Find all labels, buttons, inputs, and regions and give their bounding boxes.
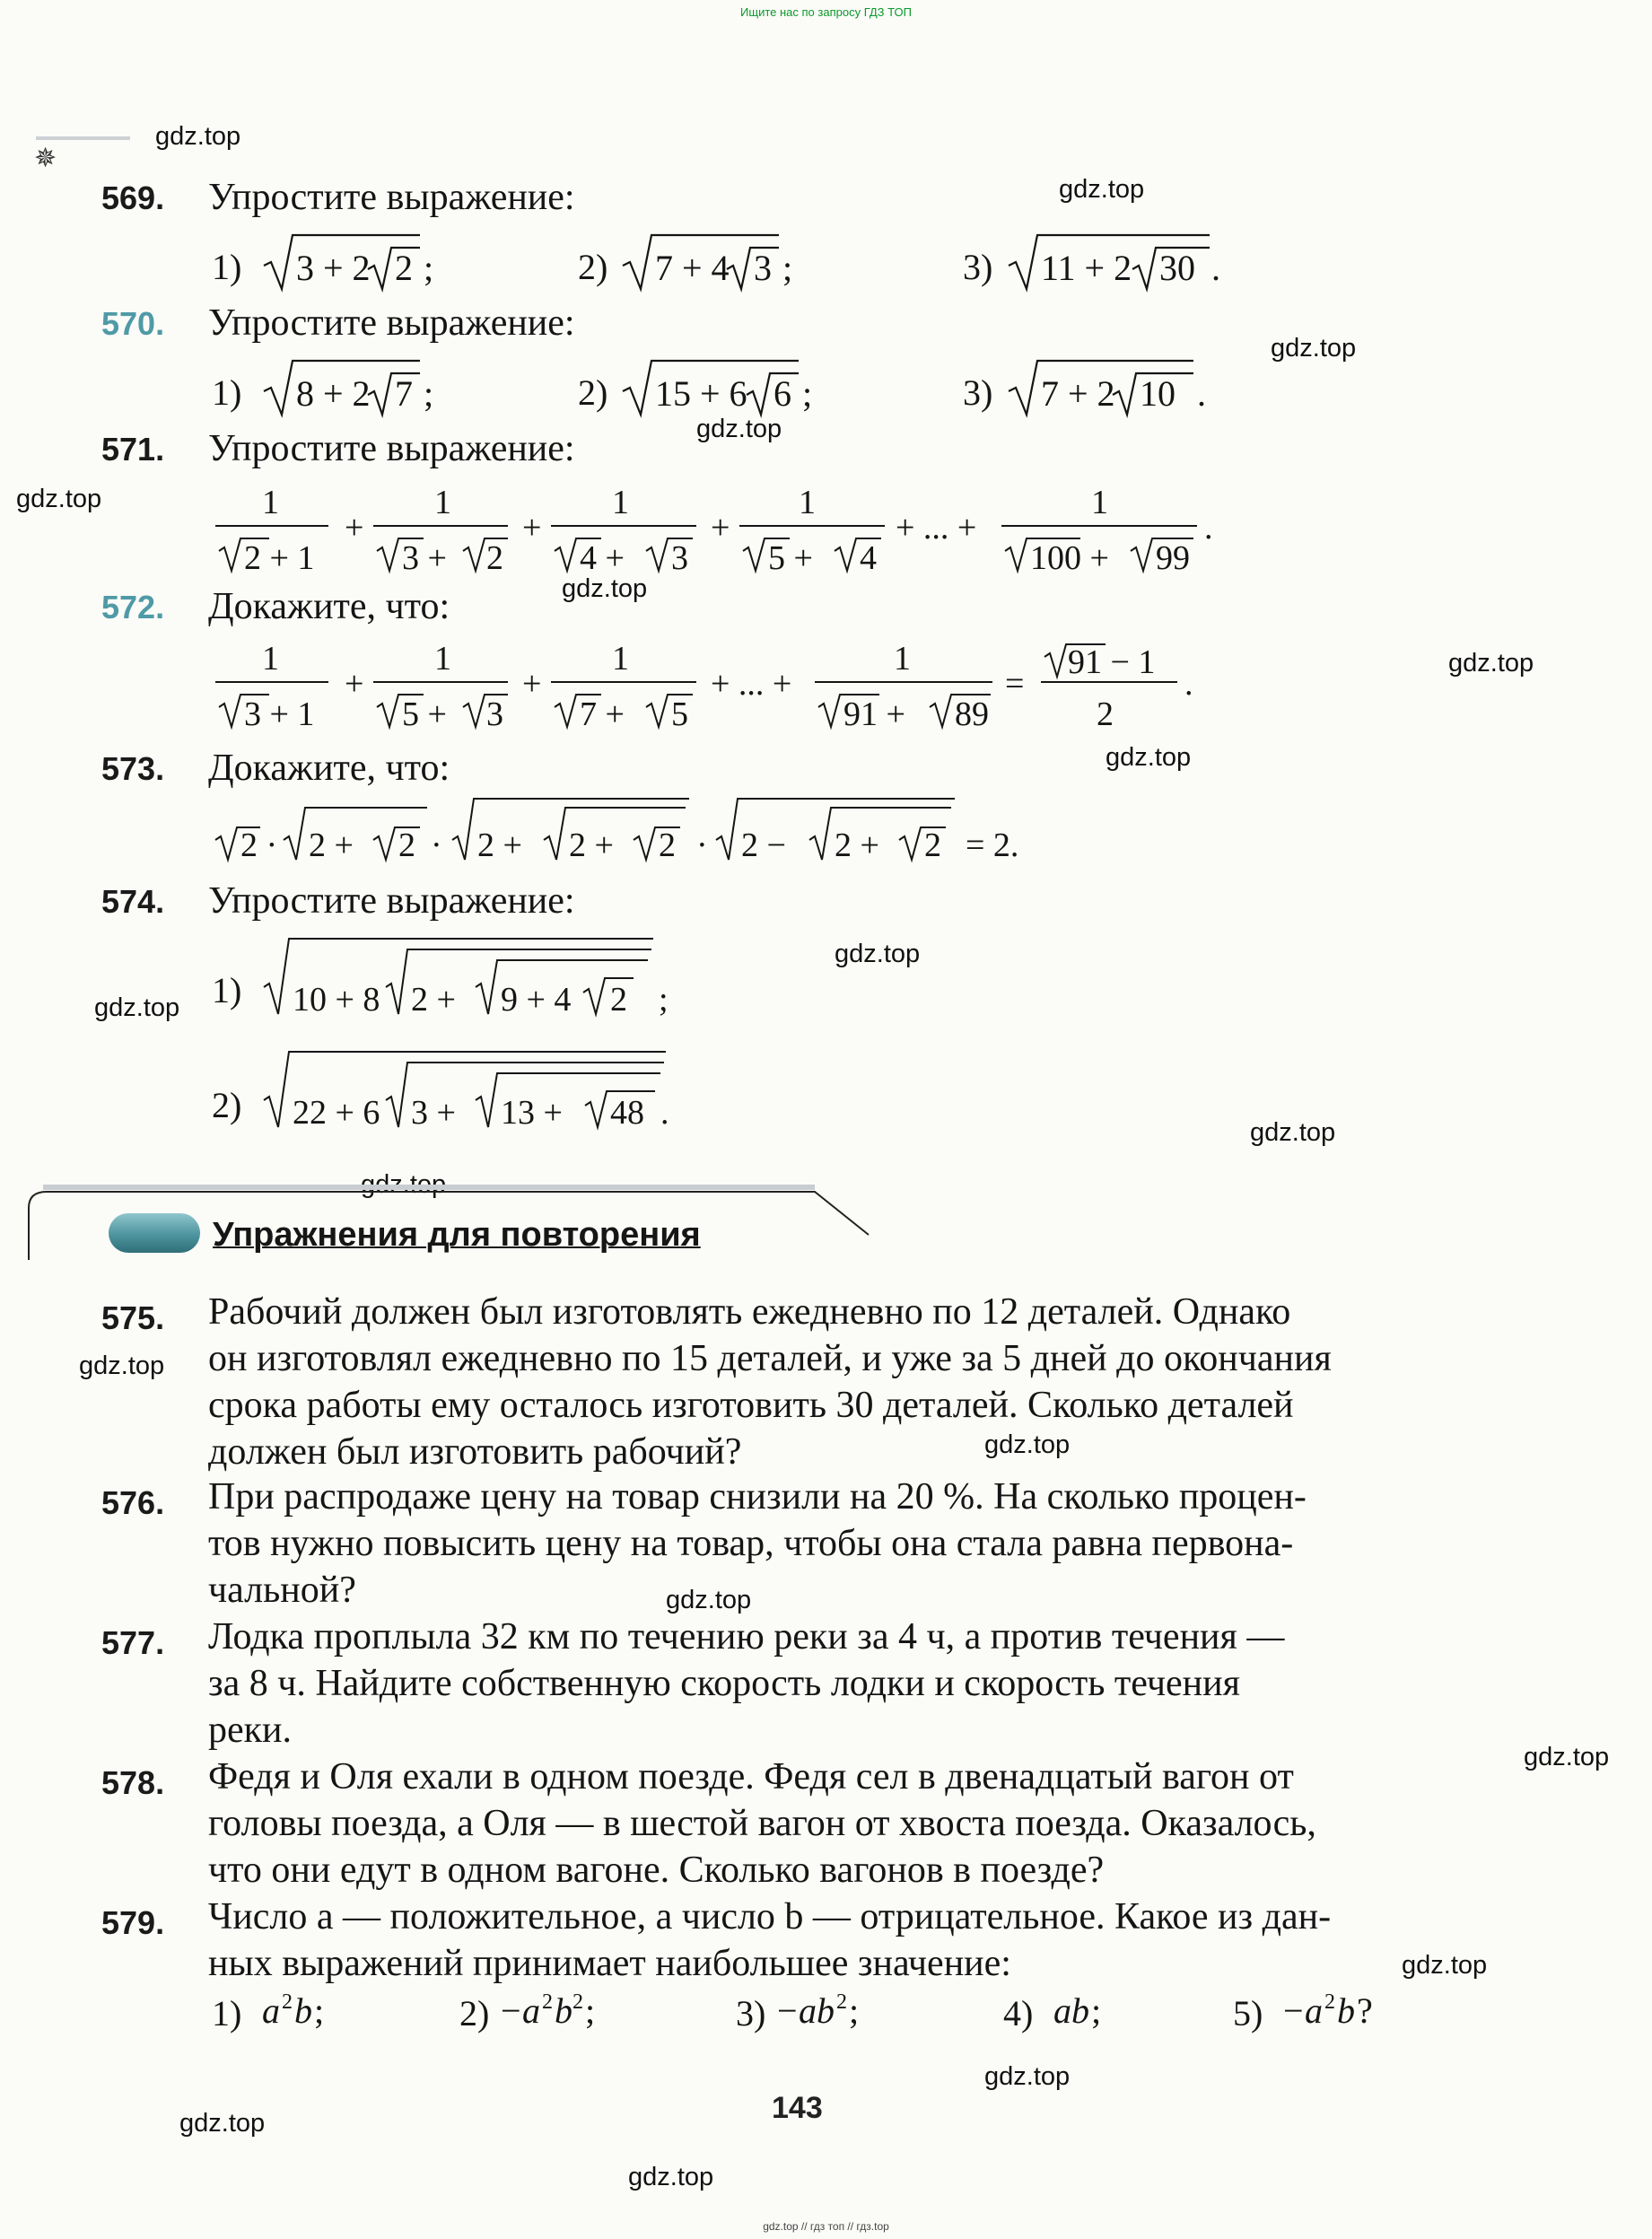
item-label: 1) bbox=[212, 970, 242, 1010]
problem-prompt: Докажите, что: bbox=[208, 586, 450, 627]
svg-text:;: ; bbox=[585, 1990, 596, 2031]
exercise-line: чальной? bbox=[208, 1570, 356, 1611]
svg-text:.: . bbox=[660, 1094, 669, 1132]
svg-text:2: 2 bbox=[282, 1990, 293, 2014]
svg-text:5: 5 bbox=[671, 695, 688, 733]
svg-text:10 + 8: 10 + 8 bbox=[293, 981, 380, 1019]
svg-text:3 +: 3 + bbox=[411, 1094, 456, 1132]
exercise-line: что они едут в одном вагоне. Сколько вагонов в поезде? bbox=[208, 1850, 1105, 1891]
svg-text:2: 2 bbox=[659, 827, 676, 864]
svg-text:ab: ab bbox=[799, 1990, 835, 2031]
exercise-line: должен был изготовить рабочий? bbox=[208, 1431, 742, 1473]
svg-text:3 +: 3 + bbox=[402, 539, 447, 577]
watermark: gdz.top bbox=[984, 1430, 1071, 1459]
svg-text:;: ; bbox=[659, 981, 669, 1019]
exercise-line: реки. bbox=[208, 1710, 293, 1751]
svg-text:2: 2 bbox=[542, 1990, 553, 2014]
exercise-578 bbox=[208, 1754, 1509, 1894]
svg-text:11 + 2: 11 + 2 bbox=[1041, 248, 1132, 288]
option-label: 4) bbox=[1003, 1993, 1034, 2033]
problem-number: 570. bbox=[101, 305, 165, 342]
svg-text:3: 3 bbox=[754, 248, 772, 288]
svg-text:2: 2 bbox=[395, 248, 413, 288]
exercise-line: Рабочий должен был изготовлять ежедневно по 12 деталей. Однако bbox=[208, 1291, 1291, 1333]
exercise-line: за 8 ч. Найдите собственную скорость лодки и скорость течения bbox=[208, 1663, 1240, 1704]
exercise-line: Число a — положительное, а число b — отрицательное. Какое из дан- bbox=[208, 1896, 1332, 1937]
svg-text:·: · bbox=[431, 827, 442, 864]
svg-text:2 +: 2 + bbox=[411, 981, 456, 1019]
page-number: 143 bbox=[772, 2091, 823, 2125]
watermark: gdz.top bbox=[1271, 334, 1357, 363]
svg-text:1: 1 bbox=[262, 484, 279, 521]
item-label: 3) bbox=[963, 247, 993, 287]
svg-text:8 + 2: 8 + 2 bbox=[296, 373, 371, 414]
svg-text:3 + 1: 3 + 1 bbox=[244, 695, 315, 733]
svg-text:+: + bbox=[522, 509, 542, 547]
svg-text:b: b bbox=[1337, 1990, 1355, 2031]
exercise-576 bbox=[208, 1474, 1509, 1614]
svg-text:.: . bbox=[1204, 509, 1213, 547]
svg-text:2: 2 bbox=[573, 1990, 583, 2014]
svg-text:1: 1 bbox=[1091, 484, 1108, 521]
svg-text:a: a bbox=[262, 1990, 280, 2031]
svg-text:2: 2 bbox=[610, 981, 627, 1019]
header-rule bbox=[36, 136, 130, 140]
section-title: Упражнения для повторения bbox=[213, 1216, 701, 1254]
svg-text:a: a bbox=[522, 1990, 540, 2031]
svg-text:99: 99 bbox=[1156, 539, 1190, 577]
svg-text:2 +: 2 + bbox=[309, 827, 354, 864]
formula-574-1 bbox=[260, 933, 691, 1023]
problem-prompt: Упростите выражение: bbox=[208, 428, 575, 469]
svg-text:22 + 6: 22 + 6 bbox=[293, 1094, 380, 1132]
exercise-line: При распродаже цену на товар снизили на 20 %. На сколько процен- bbox=[208, 1476, 1307, 1517]
watermark: gdz.top bbox=[1106, 743, 1192, 772]
svg-text:3: 3 bbox=[671, 539, 688, 577]
exercise-line: Федя и Оля ехали в одном поезде. Федя сел в двенадцатый вагон от bbox=[208, 1756, 1294, 1797]
exercise-line: ных выражений принимает наибольшее значение: bbox=[208, 1943, 1011, 1984]
exercise-line: тов нужно повысить цену на товар, чтобы она стала равна первона- bbox=[208, 1523, 1294, 1564]
footer-links: gdz.top // гдз топ // гдз.top bbox=[763, 2220, 889, 2233]
exercise-number: 579. bbox=[101, 1904, 165, 1941]
svg-text:7: 7 bbox=[395, 373, 413, 414]
formula-574-2 bbox=[260, 1046, 691, 1136]
svg-text:2: 2 bbox=[1324, 1990, 1335, 2014]
svg-text:4: 4 bbox=[860, 539, 877, 577]
problem-number: 573. bbox=[101, 750, 165, 787]
svg-text:b: b bbox=[294, 1990, 312, 2031]
star-icon: ✵ bbox=[34, 144, 57, 173]
svg-text:;: ; bbox=[424, 373, 434, 414]
exercise-579 bbox=[208, 1894, 1509, 1987]
svg-text:ab: ab bbox=[1053, 1990, 1089, 2031]
watermark: gdz.top bbox=[94, 993, 180, 1022]
exercise-number: 575. bbox=[101, 1299, 165, 1336]
svg-text:91 − 1: 91 − 1 bbox=[1068, 643, 1156, 681]
svg-text:;: ; bbox=[849, 1990, 860, 2031]
watermark: gdz.top bbox=[1059, 175, 1145, 204]
svg-text:2 ·: 2 · bbox=[240, 827, 278, 864]
svg-text:7 + 4: 7 + 4 bbox=[655, 248, 730, 288]
svg-text:2: 2 bbox=[486, 539, 503, 577]
svg-text:+: + bbox=[345, 509, 364, 547]
svg-text:3: 3 bbox=[486, 695, 503, 733]
svg-text:;: ; bbox=[782, 248, 793, 288]
exercise-line: срока работы ему осталось изготовить 30 деталей. Сколько деталей bbox=[208, 1385, 1294, 1426]
svg-text:2: 2 bbox=[836, 1990, 847, 2014]
svg-text:−: − bbox=[777, 1990, 798, 2031]
svg-text:.: . bbox=[1184, 665, 1193, 703]
svg-text:;: ; bbox=[424, 248, 434, 288]
svg-text:2 +: 2 + bbox=[477, 827, 522, 864]
svg-text:100 +: 100 + bbox=[1030, 539, 1109, 577]
exercise-575 bbox=[208, 1289, 1509, 1475]
svg-text:−: − bbox=[1283, 1990, 1304, 2031]
svg-text:5 +: 5 + bbox=[402, 695, 447, 733]
exercise-line: головы поезда, а Оля — в шестой вагон от хвоста поезда. Оказалось, bbox=[208, 1803, 1316, 1844]
svg-text:.: . bbox=[1211, 248, 1220, 288]
item-label: 1) bbox=[212, 247, 242, 287]
option-label: 2) bbox=[459, 1993, 490, 2033]
svg-text:1: 1 bbox=[262, 640, 279, 678]
formula-571 bbox=[212, 476, 1244, 583]
option-label: 3) bbox=[736, 1993, 766, 2033]
watermark: gdz.top bbox=[1524, 1743, 1610, 1771]
watermark: gdz.top bbox=[666, 1586, 752, 1614]
svg-text:7 +: 7 + bbox=[580, 695, 625, 733]
svg-text:2 +: 2 + bbox=[569, 827, 614, 864]
watermark: gdz.top bbox=[696, 415, 782, 443]
section-marker-icon bbox=[109, 1213, 200, 1253]
problem-prompt: Упростите выражение: bbox=[208, 880, 575, 922]
svg-text:−: − bbox=[501, 1990, 521, 2031]
exercise-number: 577. bbox=[101, 1624, 165, 1661]
item-label: 2) bbox=[578, 372, 608, 413]
problem-number: 572. bbox=[101, 589, 165, 625]
svg-text:1: 1 bbox=[799, 484, 816, 521]
svg-text:2: 2 bbox=[398, 827, 415, 864]
formula-572 bbox=[212, 632, 1217, 739]
item-label: 3) bbox=[963, 372, 993, 413]
svg-text:+ ... +: + ... + bbox=[896, 509, 977, 547]
svg-text:b: b bbox=[555, 1990, 573, 2031]
formula-573 bbox=[212, 793, 1064, 874]
item-label: 2) bbox=[578, 247, 608, 287]
svg-text:;: ; bbox=[802, 373, 813, 414]
svg-text:9 + 4: 9 + 4 bbox=[501, 981, 572, 1019]
watermark: gdz.top bbox=[1250, 1118, 1336, 1147]
watermark: gdz.top bbox=[562, 574, 648, 603]
exercise-577 bbox=[208, 1614, 1509, 1754]
svg-text:15 + 6: 15 + 6 bbox=[655, 373, 747, 414]
svg-text:48: 48 bbox=[610, 1094, 644, 1132]
svg-text:+: + bbox=[522, 665, 542, 703]
watermark: gdz.top bbox=[1448, 649, 1534, 678]
watermark: gdz.top bbox=[984, 2062, 1071, 2091]
svg-text:6: 6 bbox=[774, 373, 791, 414]
problem-prompt: Упростите выражение: bbox=[208, 177, 575, 218]
svg-text:91 +: 91 + bbox=[843, 695, 905, 733]
exercise-number: 576. bbox=[101, 1484, 165, 1521]
svg-text:2 + 1: 2 + 1 bbox=[244, 539, 315, 577]
svg-text:1: 1 bbox=[894, 640, 911, 678]
svg-text:;: ; bbox=[1091, 1990, 1102, 2031]
svg-text:2 +: 2 + bbox=[835, 827, 879, 864]
option-label: 5) bbox=[1233, 1993, 1263, 2033]
watermark: gdz.top bbox=[835, 940, 921, 968]
formula-570 bbox=[260, 354, 1247, 422]
problem-number: 569. bbox=[101, 179, 165, 216]
svg-text:10: 10 bbox=[1140, 373, 1176, 414]
watermark: gdz.top bbox=[16, 485, 102, 513]
svg-text:;: ; bbox=[314, 1990, 325, 2031]
watermark: gdz.top bbox=[79, 1351, 165, 1380]
problem-number: 574. bbox=[101, 883, 165, 920]
svg-text:+ ... +: + ... + bbox=[711, 665, 792, 703]
svg-text:.: . bbox=[1197, 373, 1206, 414]
watermark: gdz.top bbox=[628, 2163, 714, 2191]
svg-text:3 + 2: 3 + 2 bbox=[296, 248, 371, 288]
svg-text:2 −: 2 − bbox=[741, 827, 786, 864]
svg-text:?: ? bbox=[1357, 1990, 1373, 2031]
problem-prompt: Упростите выражение: bbox=[208, 302, 575, 344]
watermark: gdz.top bbox=[1402, 1951, 1488, 1980]
svg-text:1: 1 bbox=[434, 484, 451, 521]
svg-text:4 +: 4 + bbox=[580, 539, 625, 577]
top-banner: Ищите нас по запросу ГДЗ ТОП bbox=[740, 5, 912, 19]
svg-text:30: 30 bbox=[1159, 248, 1195, 288]
formula-569 bbox=[260, 228, 1247, 296]
svg-text:1: 1 bbox=[612, 484, 629, 521]
watermark: gdz.top bbox=[179, 2109, 266, 2138]
svg-text:= 2.: = 2. bbox=[966, 827, 1019, 864]
exercise-number: 578. bbox=[101, 1764, 165, 1801]
item-label: 1) bbox=[212, 372, 242, 413]
svg-text:=: = bbox=[1005, 665, 1025, 703]
svg-text:+: + bbox=[345, 665, 364, 703]
svg-text:89: 89 bbox=[955, 695, 989, 733]
formula-579-options bbox=[212, 1983, 1432, 2046]
svg-text:7 + 2: 7 + 2 bbox=[1041, 373, 1115, 414]
exercise-line: он изготовлял ежедневно по 15 деталей, и уже за 5 дней до окончания bbox=[208, 1338, 1332, 1379]
svg-text:1: 1 bbox=[612, 640, 629, 678]
svg-text:+: + bbox=[711, 509, 730, 547]
svg-text:a: a bbox=[1305, 1990, 1323, 2031]
exercise-line: Лодка проплыла 32 км по течению реки за 4 ч, а против течения — bbox=[208, 1616, 1285, 1657]
svg-text:1: 1 bbox=[434, 640, 451, 678]
svg-text:2: 2 bbox=[924, 827, 941, 864]
svg-text:2: 2 bbox=[1097, 695, 1114, 733]
svg-text:·: · bbox=[696, 827, 708, 864]
option-label: 1) bbox=[212, 1993, 242, 2033]
problem-number: 571. bbox=[101, 431, 165, 468]
watermark: gdz.top bbox=[155, 122, 241, 151]
svg-text:13 +: 13 + bbox=[501, 1094, 563, 1132]
item-label: 2) bbox=[212, 1085, 242, 1125]
problem-prompt: Докажите, что: bbox=[208, 748, 450, 789]
svg-text:5 +: 5 + bbox=[768, 539, 813, 577]
